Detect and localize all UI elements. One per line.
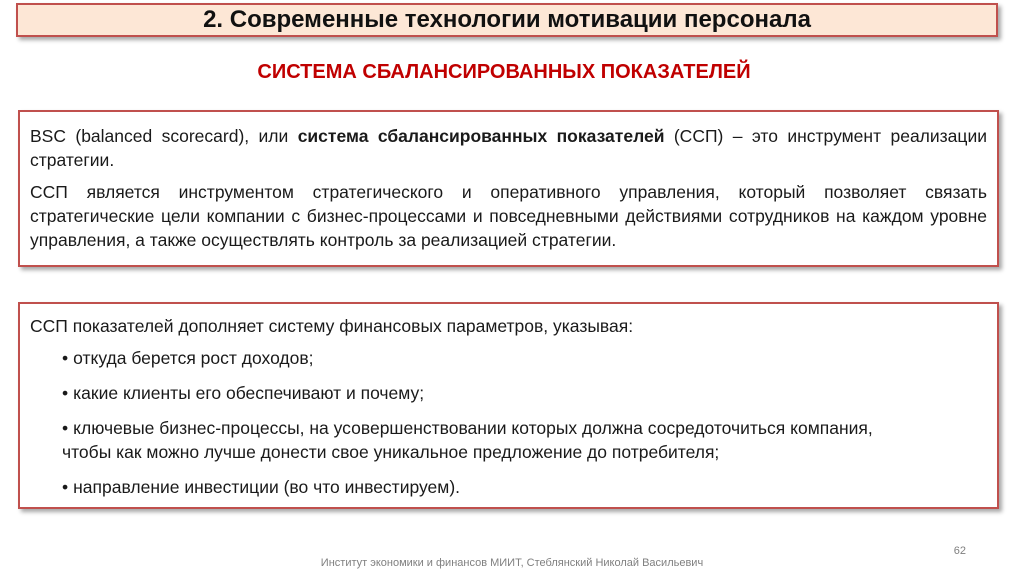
definition-box	[18, 110, 999, 267]
bullet-text: какие клиенты его обеспечивают и почему;	[73, 383, 425, 403]
bullet-text: ключевые бизнес-процессы, на усовершенствовании которых должна сосредоточиться компания,	[73, 418, 873, 438]
supplement-box	[18, 302, 999, 509]
slide-title: 2. Современные технологии мотивации персонала	[203, 6, 811, 33]
bullet-item	[30, 381, 987, 405]
bullet-continuation: чтобы как можно лучше донести свое уникальное предложение до потребителя;	[62, 442, 720, 462]
bullet-dot-icon: •	[62, 418, 69, 438]
bullet-dot-icon: •	[62, 477, 69, 497]
description-paragraph: ССП является инструментом стратегического и оперативного управления, который позволяет связать стратегические цели компании с бизнес-процессами и повседневными действиями сотрудников на каждом уровне управления, а также осуществлять контроль за реализацией стратегии.	[30, 182, 987, 250]
bullet-item	[30, 475, 987, 499]
footer-author: Институт экономики и финансов МИИТ, Стеблянский Николай Васильевич	[320, 557, 704, 569]
definition-suffix: (ССП) – это инструмент реализации стратегии.	[30, 126, 987, 170]
bullet-text: направление инвестиции (во что инвестируем).	[73, 477, 461, 497]
definition-paragraph	[30, 124, 987, 172]
bullet-text: откуда берется рост доходов;	[73, 348, 314, 368]
page-number: 62	[953, 545, 966, 557]
definition-bold-term: система сбалансированных показателей	[297, 126, 665, 146]
slide-subtitle: СИСТЕМА СБАЛАНСИРОВАННЫХ ПОКАЗАТЕЛЕЙ	[257, 61, 751, 83]
supplement-lead: ССП показателей дополняет систему финансовых параметров, указывая:	[30, 316, 634, 336]
definition-prefix: BSC (balanced scorecard), или	[30, 126, 298, 146]
bullet-dot-icon: •	[62, 348, 69, 368]
bullet-item	[30, 346, 987, 370]
bullet-dot-icon: •	[62, 383, 69, 403]
bullet-item	[30, 416, 987, 440]
slide-title-bar	[16, 3, 998, 37]
